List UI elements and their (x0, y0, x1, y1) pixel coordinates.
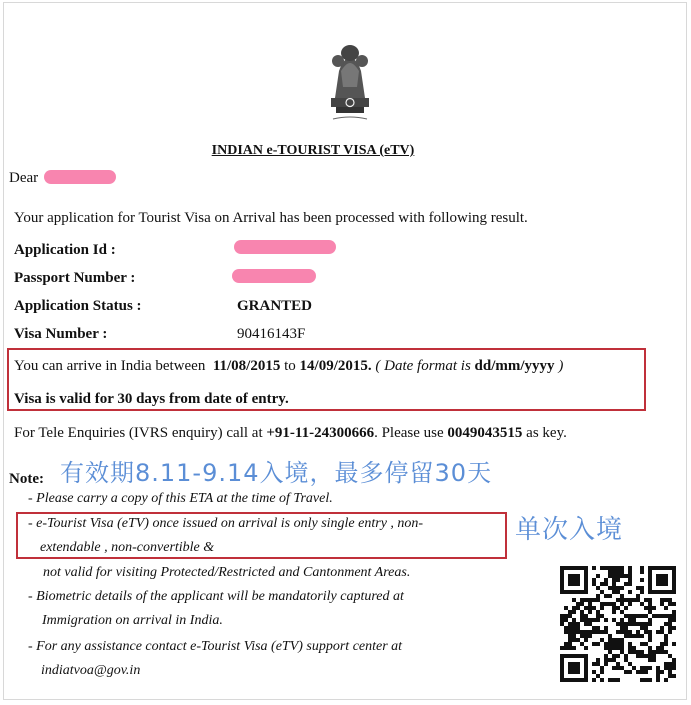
note-item: extendable , non-convertible & (40, 540, 215, 555)
enquiry-phone: +91-11-24300666 (266, 425, 375, 441)
arrival-end-date: 14/09/2015. (299, 358, 372, 374)
enquiry-key: 0049043515 (447, 425, 523, 441)
note-item: - Biometric details of the applicant will be mandatorily captured at (28, 589, 404, 604)
enquiry-prefix: For Tele Enquiries (IVRS enquiry) call at (14, 425, 263, 441)
qr-code-icon (560, 566, 676, 682)
visa-document (3, 2, 687, 700)
application-status-label: Application Status : (14, 298, 142, 314)
visa-number-label: Visa Number : (14, 326, 108, 342)
date-format-close: ) (558, 358, 564, 374)
note-item: - Please carry a copy of this ETA at the time of Travel. (28, 491, 333, 506)
enquiry-middle: . Please use (374, 425, 444, 441)
date-format-value: dd/mm/yyyy (474, 358, 555, 374)
application-status-value: GRANTED (237, 298, 313, 314)
note-item: - e-Tourist Visa (eTV) once issued on arrival is only single entry , non- (28, 516, 424, 531)
document-title: INDIAN e-TOURIST VISA (eTV) (211, 143, 415, 158)
note-item: not valid for visiting Protected/Restricted and Cantonment Areas. (43, 565, 411, 580)
enquiry-line (14, 425, 567, 442)
arrival-to: to (284, 358, 296, 374)
note-item: indiatvoa@gov.in (41, 663, 141, 678)
redacted-passport-number (232, 269, 316, 283)
salutation: Dear (9, 170, 39, 186)
passport-number-label: Passport Number : (14, 270, 136, 286)
redacted-application-id (234, 240, 336, 254)
visa-number-value: 90416143F (237, 326, 306, 342)
note-heading: Note: (9, 471, 44, 487)
arrival-window (14, 358, 563, 375)
note-item: Immigration on arrival in India. (42, 613, 223, 628)
arrival-start-date: 11/08/2015 (212, 358, 281, 374)
india-state-emblem-icon (321, 41, 379, 127)
note-item: - For any assistance contact e-Tourist Visa (eTV) support center at (28, 639, 403, 654)
intro-text: Your application for Tourist Visa on Arrival has been processed with following result. (14, 210, 528, 226)
application-id-label: Application Id : (14, 242, 116, 258)
date-format-note: ( Date format is (375, 358, 471, 374)
enquiry-suffix: as key. (526, 425, 567, 441)
single-entry-annotation: 单次入境 (515, 515, 624, 545)
validity-text: Visa is valid for 30 days from date of entry. (14, 391, 289, 407)
validity-annotation: 有效期8.11-9.14入境，最多停留30天 (60, 459, 493, 487)
arrival-prefix: You can arrive in India between (14, 358, 206, 374)
redacted-name (44, 170, 116, 184)
